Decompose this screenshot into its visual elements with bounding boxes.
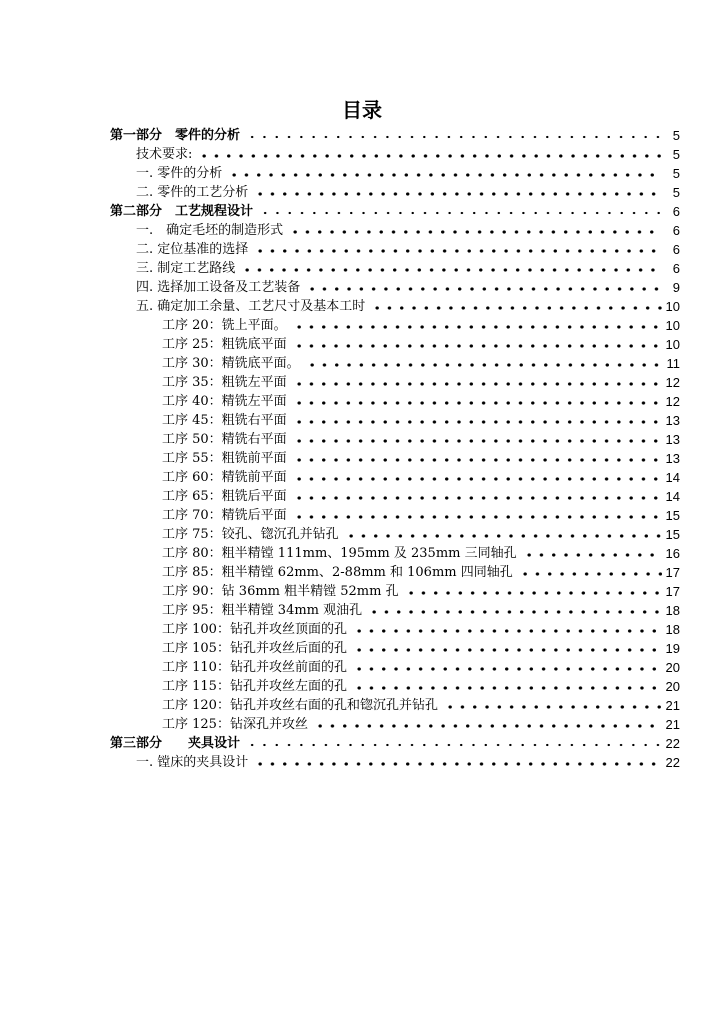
toc-entry-label: 技术要求: [136, 147, 193, 162]
toc-entry[interactable] [110, 145, 680, 164]
toc-entry[interactable] [110, 278, 680, 297]
toc-entry[interactable] [110, 354, 680, 373]
toc-entry-label: 二. 定位基准的选择 [136, 242, 249, 257]
dot-leader [293, 430, 662, 449]
toc-page-number: 19 [665, 641, 680, 656]
toc-entry-label: 一. 确定毛坯的制造形式 [136, 223, 284, 238]
toc-entry[interactable] [110, 297, 680, 316]
dot-leader [246, 734, 662, 753]
toc-entry[interactable] [110, 601, 680, 620]
toc-page-number: 13 [665, 432, 680, 447]
toc-page-number: 20 [665, 660, 680, 675]
toc-page-number: 13 [665, 413, 680, 428]
dot-leader [228, 164, 662, 183]
toc-entry-label: 五. 确定加工余量、工艺尺寸及基本工时 [136, 299, 366, 314]
toc-entry[interactable] [110, 525, 680, 544]
dot-leader [254, 753, 661, 772]
toc-entry-label: 一. 镗床的夹具设计 [136, 755, 249, 770]
dot-leader [293, 373, 662, 392]
toc-entry[interactable] [110, 411, 680, 430]
toc-entry-label: 工序 40：精铣左平面 [162, 394, 287, 409]
dot-leader [293, 392, 662, 411]
toc-page-number: 11 [666, 356, 680, 371]
toc-entry[interactable] [110, 563, 680, 582]
toc-entry-label: 二. 零件的工艺分析 [136, 185, 249, 200]
toc-entry[interactable] [110, 373, 680, 392]
dot-leader [405, 582, 662, 601]
dot-leader [444, 696, 662, 715]
toc-entry[interactable] [110, 316, 680, 335]
toc-entry-label: 第二部分 工艺规程设计 [110, 204, 254, 219]
toc-page-number: 5 [672, 166, 680, 181]
dot-leader [371, 297, 661, 316]
dot-leader [293, 506, 662, 525]
toc-entry-label: 工序 70：精铣后平面 [162, 508, 287, 523]
toc-page-number: 9 [672, 280, 680, 295]
toc-entry-label: 工序 30：精铣底平面。 [162, 356, 300, 371]
toc-page-number: 10 [665, 299, 680, 314]
toc-page-number: 13 [665, 451, 680, 466]
toc-page-number: 17 [665, 565, 680, 580]
toc-entry[interactable] [110, 392, 680, 411]
toc-entry-label: 工序 75：铰孔、锪沉孔并钻孔 [162, 527, 339, 542]
toc-entry[interactable] [110, 221, 680, 240]
table-of-contents [110, 126, 680, 772]
toc-entry[interactable] [110, 696, 680, 715]
toc-entry-label: 工序 105：钻孔并攻丝后面的孔 [162, 641, 347, 656]
toc-page-number: 12 [665, 375, 680, 390]
toc-entry-label: 工序 50：精铣右平面 [162, 432, 287, 447]
dot-leader [241, 259, 662, 278]
dot-leader [293, 468, 662, 487]
dot-leader [293, 449, 662, 468]
toc-entry[interactable] [110, 753, 680, 772]
toc-entry[interactable] [110, 335, 680, 354]
toc-page-number: 22 [665, 755, 680, 770]
toc-page-number: 10 [665, 318, 680, 333]
toc-entry[interactable] [110, 639, 680, 658]
toc-entry[interactable] [110, 126, 680, 145]
dot-leader [246, 126, 662, 145]
toc-page-number: 15 [665, 508, 680, 523]
toc-page-number: 5 [672, 128, 680, 143]
dot-leader [353, 620, 662, 639]
toc-entry[interactable] [110, 582, 680, 601]
toc-entry[interactable] [110, 506, 680, 525]
toc-page-number: 17 [665, 584, 680, 599]
toc-page-number: 6 [672, 242, 680, 257]
toc-entry[interactable] [110, 468, 680, 487]
dot-leader [293, 335, 662, 354]
toc-entry-label: 工序 80：粗半精镗 111mm、195mm 及 235mm 三同轴孔 [162, 546, 517, 561]
dot-leader [289, 221, 662, 240]
dot-leader [198, 145, 662, 164]
toc-entry-label: 工序 115：钻孔并攻丝左面的孔 [162, 679, 347, 694]
toc-page-number: 14 [665, 470, 680, 485]
toc-entry[interactable] [110, 487, 680, 506]
toc-entry[interactable] [110, 259, 680, 278]
dot-leader [523, 544, 662, 563]
toc-page-number: 6 [672, 204, 680, 219]
toc-entry[interactable] [110, 620, 680, 639]
toc-entry[interactable] [110, 202, 680, 221]
toc-entry[interactable] [110, 240, 680, 259]
toc-entry-label: 工序 85：粗半精镗 62mm、2-88mm 和 106mm 四同轴孔 [162, 565, 513, 580]
dot-leader [254, 240, 662, 259]
toc-entry-label: 工序 110：钻孔并攻丝前面的孔 [162, 660, 347, 675]
toc-entry-label: 工序 95：粗半精镗 34mm 观油孔 [162, 603, 363, 618]
toc-entry-label: 一. 零件的分析 [136, 166, 223, 181]
toc-page-number: 12 [665, 394, 680, 409]
toc-entry-label: 第一部分 零件的分析 [110, 128, 241, 143]
dot-leader [254, 183, 662, 202]
toc-entry[interactable] [110, 677, 680, 696]
dot-leader [293, 316, 662, 335]
toc-entry[interactable] [110, 430, 680, 449]
dot-leader [293, 487, 662, 506]
toc-page-number: 21 [665, 698, 680, 713]
toc-page-number: 20 [665, 679, 680, 694]
toc-page-number: 6 [672, 261, 680, 276]
toc-page-number: 6 [672, 223, 680, 238]
toc-entry-label: 工序 120：钻孔并攻丝右面的孔和锪沉孔并钻孔 [162, 698, 438, 713]
toc-entry-label: 工序 60：精铣前平面 [162, 470, 287, 485]
toc-entry-label: 工序 45：粗铣右平面 [162, 413, 287, 428]
toc-entry-label: 工序 35：粗铣左平面 [162, 375, 287, 390]
dot-leader [519, 563, 662, 582]
page-title: 目录 [342, 98, 382, 122]
toc-page-number: 16 [665, 546, 680, 561]
dot-leader [345, 525, 662, 544]
toc-entry[interactable] [110, 164, 680, 183]
toc-entry-label: 工序 20：铣上平面。 [162, 318, 287, 333]
toc-entry[interactable] [110, 715, 680, 734]
toc-entry-label: 工序 55：粗铣前平面 [162, 451, 287, 466]
toc-page-number: 18 [665, 622, 680, 637]
toc-page-number: 18 [665, 603, 680, 618]
toc-page-number: 5 [672, 185, 680, 200]
toc-entry-label: 工序 125：钻深孔并攻丝 [162, 717, 308, 732]
dot-leader [353, 677, 662, 696]
dot-leader [314, 715, 662, 734]
dot-leader [259, 202, 662, 221]
toc-entry-label: 三. 制定工艺路线 [136, 261, 236, 276]
toc-entry[interactable] [110, 183, 680, 202]
toc-entry-label: 工序 65：粗铣后平面 [162, 489, 287, 504]
toc-entry[interactable] [110, 449, 680, 468]
toc-entry-label: 四. 选择加工设备及工艺装备 [136, 280, 301, 295]
toc-page-number: 10 [665, 337, 680, 352]
toc-entry-label: 工序 25：粗铣底平面 [162, 337, 287, 352]
toc-entry-label: 工序 100：钻孔并攻丝顶面的孔 [162, 622, 347, 637]
toc-page-number: 15 [665, 527, 680, 542]
toc-entry-label: 第三部分 夹具设计 [110, 736, 241, 751]
toc-page-number: 21 [665, 717, 680, 732]
toc-entry-label: 工序 90：钻 36mm 粗半精镗 52mm 孔 [162, 584, 399, 599]
dot-leader [293, 411, 662, 430]
dot-leader [353, 639, 662, 658]
toc-page-number: 14 [665, 489, 680, 504]
toc-page-number: 22 [665, 736, 680, 751]
toc-entry[interactable] [110, 544, 680, 563]
toc-entry[interactable] [110, 658, 680, 677]
toc-page-number: 5 [672, 147, 680, 162]
dot-leader [306, 278, 662, 297]
toc-entry[interactable] [110, 734, 680, 753]
dot-leader [368, 601, 661, 620]
dot-leader [306, 354, 662, 373]
dot-leader [353, 658, 662, 677]
